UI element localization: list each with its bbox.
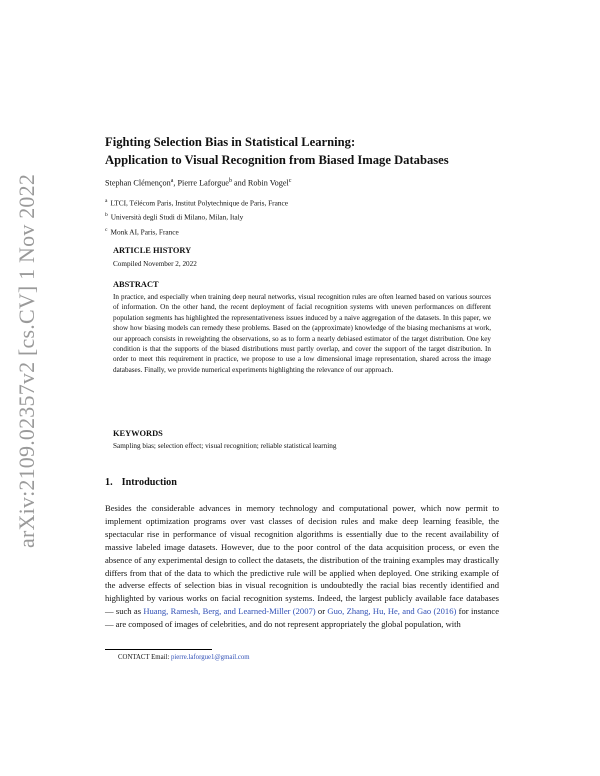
affiliation-mark: b: [105, 212, 108, 219]
author-list: [105, 178, 291, 188]
intro-text: for instance — are composed of images of celebrities, and do not represent appropriately the global population, with: [105, 606, 499, 630]
affiliation: [105, 224, 288, 238]
keywords-text: Sampling bias; selection effect; visual recognition; reliable statistical learning: [113, 442, 337, 450]
title-line-2: Application to Visual Recognition from Biased Image Databases: [105, 153, 449, 167]
contact-footnote: [118, 654, 250, 661]
introduction-paragraph: [105, 502, 499, 631]
intro-text: Besides the considerable advances in memory technology and computational power, which now permit to implement optimization programs over vast classes of decision rules and make deep learning feasible, the spectacular rise in performance of visual recognition algorithms is essentially due to the recent availability of massive labeled image datasets. However, due to the poor control of the data acquisition process, or even the absence of any experimental design to collect the datasets, the distribution of the training examples may drastically differs from that of the data to which the predictive rule will be applied when deployed. One striking example of the adverse effects of selection bias in visual recognition is undoubtedly the racial bias recently identified and highlighted by various works on facial recognition systems. Indeed, the largest publicly available face databases — such as: [105, 503, 499, 617]
arxiv-stamp: arXiv:2109.02357v2 [cs.CV] 1 Nov 2022: [14, 173, 39, 548]
abstract-heading: ABSTRACT: [113, 280, 159, 289]
article-history-date: Compiled November 2, 2022: [113, 260, 197, 268]
affiliation: [105, 195, 288, 209]
article-history-heading: ARTICLE HISTORY: [113, 246, 192, 255]
title-line-1: Fighting Selection Bias in Statistical Learning:: [105, 135, 356, 149]
author-1-mark: a: [170, 178, 174, 184]
author-2-mark: b: [228, 178, 232, 184]
affiliation-mark: c: [105, 226, 108, 233]
author-1: Stephan Clémençon: [105, 178, 171, 188]
footnote-divider: [105, 649, 212, 650]
author-3: Robin Vogel: [247, 178, 289, 188]
author-separator: and: [231, 178, 248, 188]
abstract-text: In practice, and especially when training deep neural networks, visual recognition rules are often learned based on various sources of information. On the other hand, the recent deployment of facial recognition systems with uneven performances on different population segments has highlighted the representativeness issues induced by a naive aggregation of the datasets. In this paper, we show how biasing models can remedy these problems. Based on the (approximate) knowledge of the biasing mechanisms at work, our approach consists in reweighting the observations, so as to form a nearly debiased estimator of the target distribution. One key condition is that the supports of the biased distributions must partly overlap, and cover the support of the target distribution. In order to meet this requirement in practice, we propose to use a low dimensional image representation, shared across the image databases. Finally, we provide numerical experiments highlighting the relevance of our approach.: [113, 293, 491, 374]
affiliation-mark: a: [105, 198, 108, 204]
citation-link-guo[interactable]: Guo, Zhang, Hu, He, and Gao (2016): [327, 606, 457, 617]
affiliations: [105, 195, 288, 238]
contact-email-link[interactable]: pierre.laforgue1@gmail.com: [170, 654, 250, 661]
author-separator: ,: [173, 178, 178, 188]
section-heading: [105, 477, 177, 488]
contact-label: CONTACT Email:: [118, 654, 171, 661]
affiliation-text: Monk AI, Paris, France: [110, 227, 179, 237]
keywords-heading: KEYWORDS: [113, 429, 163, 438]
affiliation: [105, 209, 288, 223]
affiliation-text: LTCI, Télécom Paris, Institut Polytechnique de Paris, France: [110, 198, 288, 208]
paper-title: [105, 133, 525, 169]
author-3-mark: c: [288, 178, 292, 184]
section-number: 1.: [105, 477, 113, 488]
author-2: Pierre Laforgue: [177, 178, 229, 188]
section-title: Introduction: [121, 477, 177, 488]
citation-link-huang[interactable]: Huang, Ramesh, Berg, and Learned-Miller (2007): [143, 606, 316, 617]
affiliation-text: Università degli Studi di Milano, Milan, Italy: [110, 212, 244, 222]
intro-text: or: [315, 606, 328, 617]
